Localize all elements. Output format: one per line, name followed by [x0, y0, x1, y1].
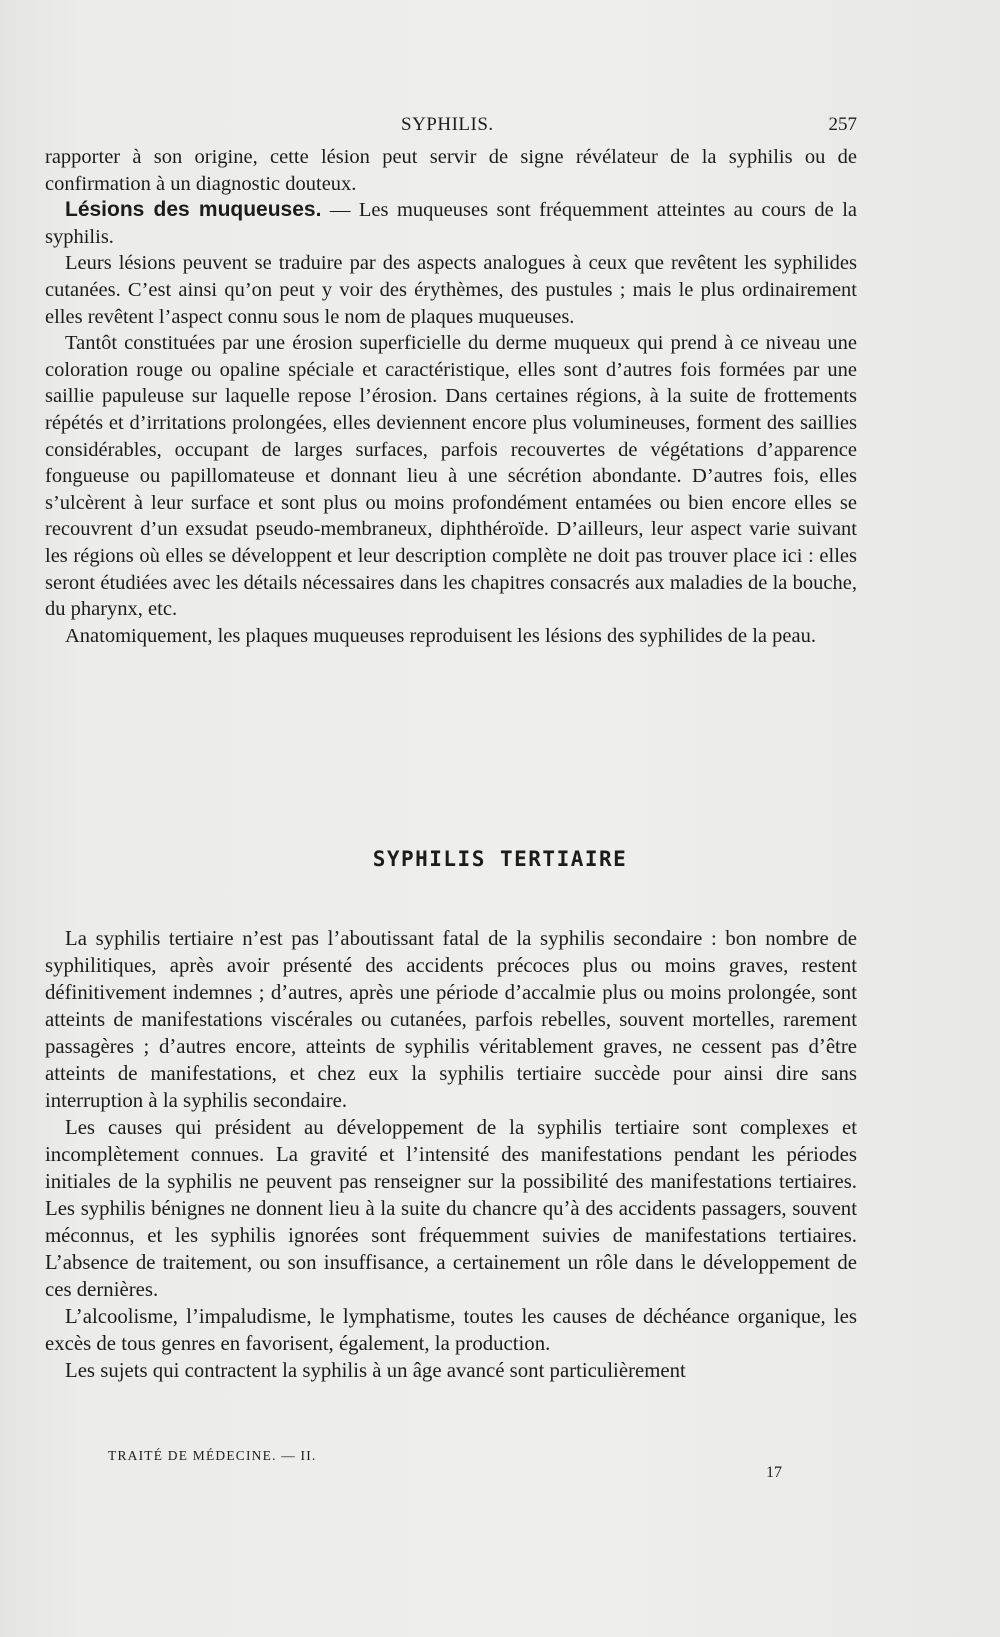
paragraph: Les sujets qui contractent la syphilis à un âge avancé sont particulièrement — [65, 1359, 686, 1382]
paragraph: La syphilis tertiaire n’est pas l’aboutissant fatal de la syphilis secondaire : bon nombre de syphilitiques, après avoir présenté des accidents précoces plus ou moins graves, restent définitivement indemnes ; d’autres, après une période d’accalmie plus ou moins prolongée, sont atteints de manifestations viscérales ou cutanées, parfois rebelles, souvent mortelles, rarement passagères ; d’autres encore, atteints de syphilis véritablement graves, ne cessent pas d’être atteints de manifestations, et chez eux la syphilis tertiaire succède pour ainsi dire sans interruption à la syphilis secondaire. — [45, 927, 857, 1112]
book-title: TRAITÉ DE MÉDECINE. — II. — [108, 1448, 317, 1463]
paragraph: L’alcoolisme, l’impaludisme, le lymphatisme, toutes les causes de déchéance organique, les excès de tous genres en favorisent, également, la production. — [45, 1305, 857, 1355]
run-in-heading: Lésions des muqueuses. — [65, 198, 322, 222]
page-footer — [108, 1448, 858, 1481]
paragraph: Leurs lésions peuvent se traduire par des aspects analogues à ceux que revêtent les syphilides cutanées. C’est ainsi qu’on peut y voir des érythèmes, des pustules ; mais le plus ordinairement elles revêtent l’aspect connu sous le nom de plaques muqueuses. — [45, 252, 857, 328]
paragraph-with-heading — [45, 197, 857, 250]
page-header — [45, 114, 857, 144]
paragraph: Anatomiquement, les plaques muqueuses reproduisent les lésions des syphilides de la peau. — [65, 624, 816, 647]
tertiary-syphilis-text — [45, 925, 857, 1384]
mucous-lesions-text — [45, 144, 857, 649]
paragraph: Les causes qui président au développement de la syphilis tertiaire sont complexes et incomplètement connues. La gravité et l’intensité des manifestations pendant les périodes initiales de la syphilis ne peuvent pas renseigner sur la possibilité des manifestations tertiaires. Les syphilis bénignes ne donnent lieu à la suite du chancre qu’à des accidents passagers, souvent méconnus, et les syphilis ignorées sont fréquemment suivies de manifestations tertiaires. L’absence de traitement, ou son insuffisance, a certainement un rôle dans le développement de ces dernières. — [45, 1116, 857, 1301]
running-title: SYPHILIS. — [401, 114, 494, 135]
signature-mark: 17 — [766, 1464, 782, 1481]
page-number: 257 — [828, 114, 857, 135]
section-title: SYPHILIS TERTIAIRE — [372, 847, 628, 871]
paragraph-text: — Les muqueuses sont fréquemment atteintes au cours de la syphilis. — [45, 199, 857, 248]
paragraph: Tantôt constituées par une érosion superficielle du derme muqueux qui prend à ce niveau une coloration rouge ou opaline spéciale et caractéristique, elles sont d’autres fois formées par une saillie papuleuse sur laquelle repose l’érosion. Dans certaines régions, à la suite de frottements répétés et d’irritations prolongées, elles deviennent encore plus volumineuses, forment des saillies considérables, occupant de larges surfaces, parfois recouvertes de végétations d’apparence fongueuse ou papillomateuse et donnant lieu à une sécrétion abondante. D’autres fois, elles s’ulcèrent à leur surface et sont plus ou moins profondément entamées ou bien encore elles se recouvrent d’un exsudat pseudo-membraneux, diphthéroïde. D’ailleurs, leur aspect varie suivant les régions où elles se développent et leur description complète ne doit pas trouver place ici : elles seront étudiées avec les détails nécessaires dans les chapitres consacrés aux maladies de la bouche, du pharynx, etc. — [45, 332, 857, 621]
paragraph: rapporter à son origine, cette lésion peut servir de signe révélateur de la syphilis ou de confirmation à un diagnostic douteux. — [45, 146, 857, 195]
